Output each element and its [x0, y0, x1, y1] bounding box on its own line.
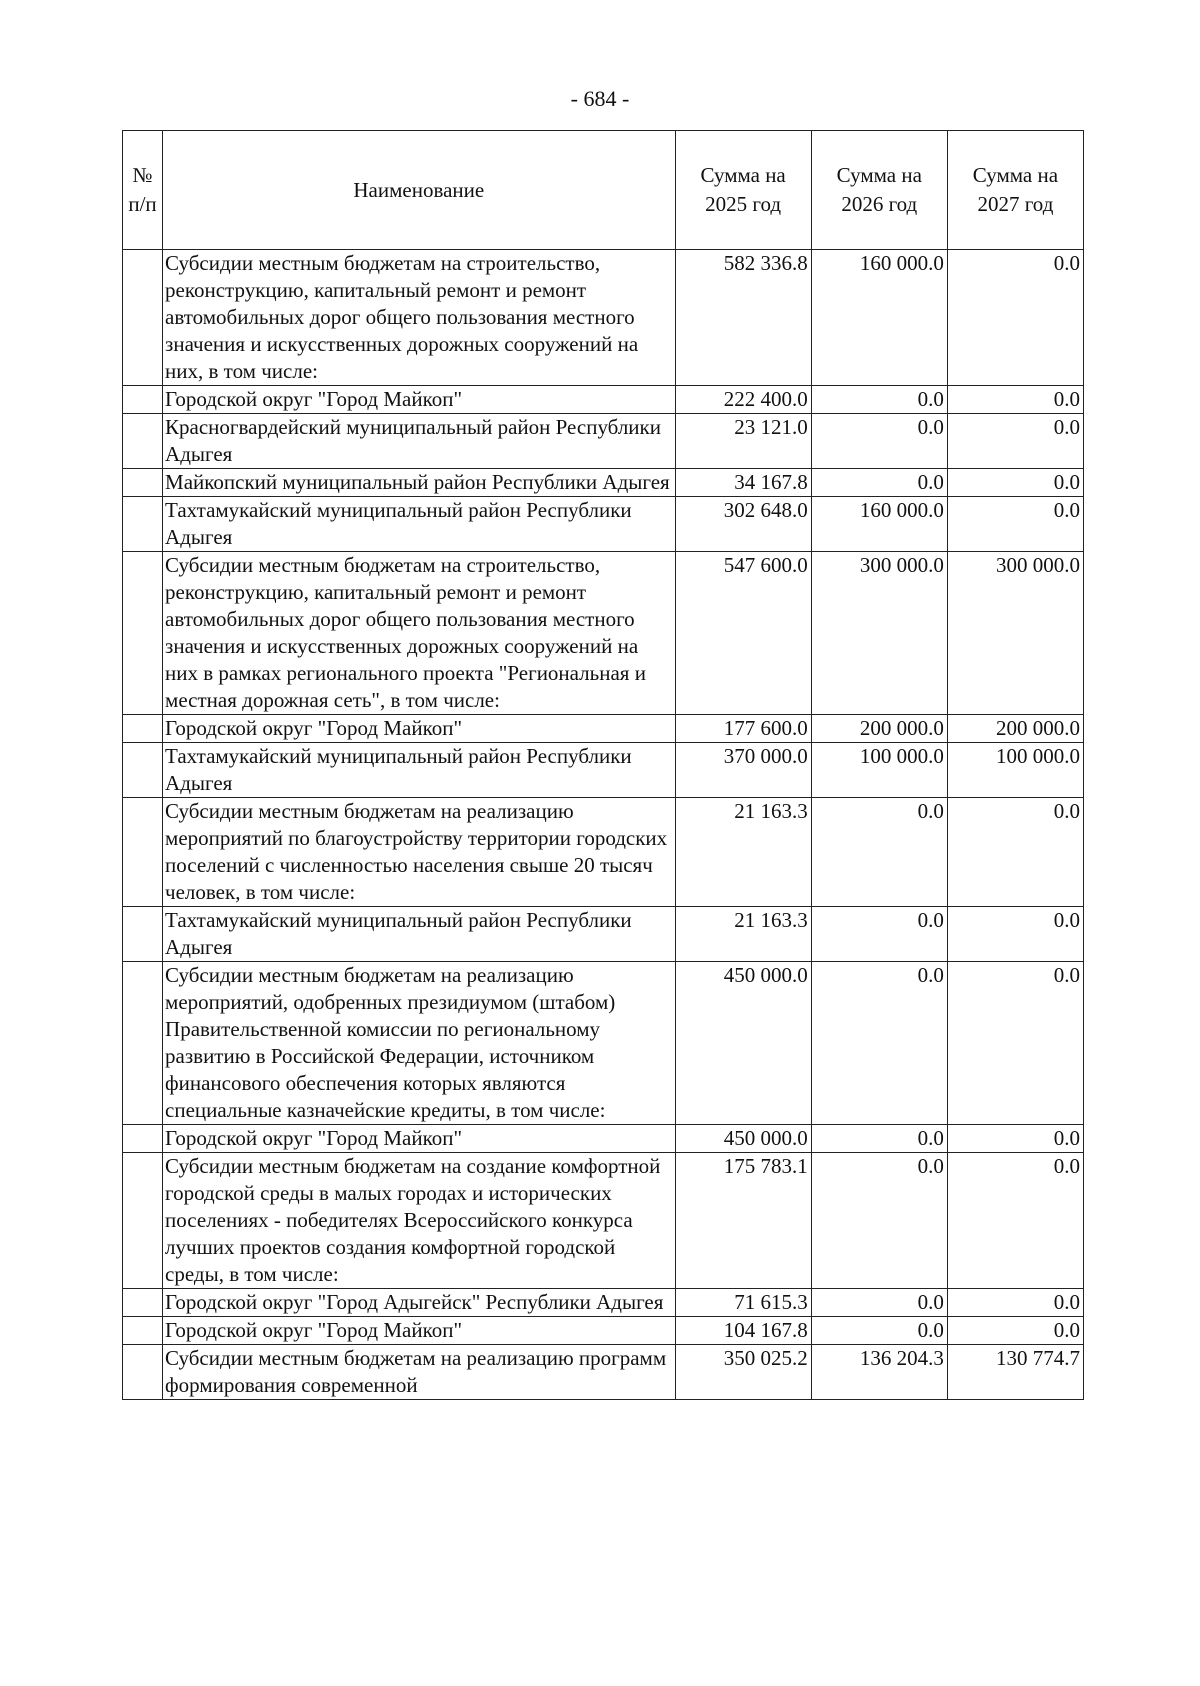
row-sum-2026: 200 000.0 [811, 715, 947, 743]
row-sum-2025: 370 000.0 [675, 743, 811, 798]
row-sum-2025: 34 167.8 [675, 469, 811, 497]
row-name: Субсидии местным бюджетам на строительство, реконструкцию, капитальный ремонт и ремонт автомобильных дорог общего пользования местного значения и искусственных дорожных сооружений на них в рамках регионального проекта "Региональная и местная дорожная сеть", в том числе: [163, 552, 676, 715]
row-sum-2026: 0.0 [811, 798, 947, 907]
row-sum-2027: 0.0 [947, 907, 1083, 962]
row-index [123, 1125, 163, 1153]
row-sum-2025: 582 336.8 [675, 250, 811, 386]
row-sum-2027: 0.0 [947, 798, 1083, 907]
row-sum-2025: 450 000.0 [675, 962, 811, 1125]
table-header-row [123, 131, 1084, 250]
row-sum-2026: 160 000.0 [811, 250, 947, 386]
row-sum-2027: 0.0 [947, 386, 1083, 414]
row-sum-2025: 547 600.0 [675, 552, 811, 715]
row-sum-2025: 350 025.2 [675, 1345, 811, 1400]
row-sum-2025: 450 000.0 [675, 1125, 811, 1153]
row-sum-2025: 177 600.0 [675, 715, 811, 743]
row-index [123, 715, 163, 743]
row-sum-2027: 0.0 [947, 414, 1083, 469]
row-sum-2027: 0.0 [947, 1153, 1083, 1289]
table-row [123, 1153, 1084, 1289]
row-index [123, 386, 163, 414]
row-sum-2026: 160 000.0 [811, 497, 947, 552]
header-sum-2026: Сумма на 2026 год [811, 131, 947, 250]
row-sum-2026: 100 000.0 [811, 743, 947, 798]
row-name: Городской округ "Город Майкоп" [163, 1317, 676, 1345]
header-index: № п/п [123, 131, 163, 250]
table-row [123, 1345, 1084, 1400]
row-name: Красногвардейский муниципальный район Республики Адыгея [163, 414, 676, 469]
row-index [123, 469, 163, 497]
row-sum-2027: 0.0 [947, 1125, 1083, 1153]
row-sum-2026: 0.0 [811, 414, 947, 469]
row-sum-2027: 0.0 [947, 497, 1083, 552]
table-row [123, 250, 1084, 386]
row-sum-2026: 0.0 [811, 962, 947, 1125]
table-row [123, 414, 1084, 469]
row-sum-2026: 0.0 [811, 1153, 947, 1289]
row-name: Субсидии местным бюджетам на строительство, реконструкцию, капитальный ремонт и ремонт автомобильных дорог общего пользования местного значения и искусственных дорожных сооружений на них, в том числе: [163, 250, 676, 386]
row-sum-2025: 21 163.3 [675, 798, 811, 907]
row-sum-2026: 0.0 [811, 469, 947, 497]
row-sum-2026: 0.0 [811, 1289, 947, 1317]
row-sum-2026: 0.0 [811, 1317, 947, 1345]
table-row [123, 798, 1084, 907]
table-row [123, 743, 1084, 798]
row-sum-2027: 0.0 [947, 1317, 1083, 1345]
row-name: Субсидии местным бюджетам на реализацию мероприятий по благоустройству территории городских поселений с численностью населения свыше 20 тысяч человек, в том числе: [163, 798, 676, 907]
table-row [123, 1289, 1084, 1317]
row-index [123, 414, 163, 469]
row-index [123, 250, 163, 386]
row-index [123, 552, 163, 715]
row-name: Тахтамукайский муниципальный район Республики Адыгея [163, 907, 676, 962]
row-index [123, 497, 163, 552]
row-sum-2027: 0.0 [947, 469, 1083, 497]
page-number: - 684 - [570, 86, 630, 111]
row-index [123, 1153, 163, 1289]
row-sum-2026: 300 000.0 [811, 552, 947, 715]
row-sum-2027: 300 000.0 [947, 552, 1083, 715]
row-name: Тахтамукайский муниципальный район Республики Адыгея [163, 743, 676, 798]
row-name: Тахтамукайский муниципальный район Республики Адыгея [163, 497, 676, 552]
row-sum-2027: 0.0 [947, 962, 1083, 1125]
row-index [123, 743, 163, 798]
row-name: Субсидии местным бюджетам на реализацию мероприятий, одобренных президиумом (штабом) Правительственной комиссии по региональному развитию в Российской Федерации, источником финансового обеспечения которых являются специальные казначейские кредиты, в том числе: [163, 962, 676, 1125]
table-row [123, 962, 1084, 1125]
row-sum-2025: 302 648.0 [675, 497, 811, 552]
budget-table [122, 130, 1084, 1400]
row-sum-2025: 175 783.1 [675, 1153, 811, 1289]
table-row [123, 1125, 1084, 1153]
header-name: Наименование [163, 131, 676, 250]
row-sum-2025: 71 615.3 [675, 1289, 811, 1317]
table-row [123, 497, 1084, 552]
row-sum-2027: 130 774.7 [947, 1345, 1083, 1400]
row-sum-2027: 200 000.0 [947, 715, 1083, 743]
row-name: Субсидии местным бюджетам на создание комфортной городской среды в малых городах и исторических поселениях - победителях Всероссийского конкурса лучших проектов создания комфортной городской среды, в том числе: [163, 1153, 676, 1289]
row-sum-2025: 21 163.3 [675, 907, 811, 962]
row-sum-2026: 0.0 [811, 907, 947, 962]
row-sum-2027: 100 000.0 [947, 743, 1083, 798]
row-index [123, 1345, 163, 1400]
row-index [123, 962, 163, 1125]
table-row [123, 552, 1084, 715]
header-sum-2027: Сумма на 2027 год [947, 131, 1083, 250]
row-sum-2026: 0.0 [811, 386, 947, 414]
table-row [123, 715, 1084, 743]
header-sum-2025: Сумма на 2025 год [675, 131, 811, 250]
row-name: Городской округ "Город Адыгейск" Республики Адыгея [163, 1289, 676, 1317]
table-row [123, 386, 1084, 414]
row-sum-2026: 136 204.3 [811, 1345, 947, 1400]
row-sum-2027: 0.0 [947, 250, 1083, 386]
row-index [123, 1317, 163, 1345]
row-name: Субсидии местным бюджетам на реализацию программ формирования современной [163, 1345, 676, 1400]
row-sum-2025: 23 121.0 [675, 414, 811, 469]
table-row [123, 469, 1084, 497]
row-sum-2025: 222 400.0 [675, 386, 811, 414]
table-row [123, 907, 1084, 962]
row-sum-2027: 0.0 [947, 1289, 1083, 1317]
row-index [123, 907, 163, 962]
row-name: Майкопский муниципальный район Республики Адыгея [163, 469, 676, 497]
row-name: Городской округ "Город Майкоп" [163, 386, 676, 414]
row-name: Городской округ "Город Майкоп" [163, 1125, 676, 1153]
row-index [123, 1289, 163, 1317]
row-sum-2026: 0.0 [811, 1125, 947, 1153]
row-index [123, 798, 163, 907]
table-row [123, 1317, 1084, 1345]
row-name: Городской округ "Город Майкоп" [163, 715, 676, 743]
row-sum-2025: 104 167.8 [675, 1317, 811, 1345]
